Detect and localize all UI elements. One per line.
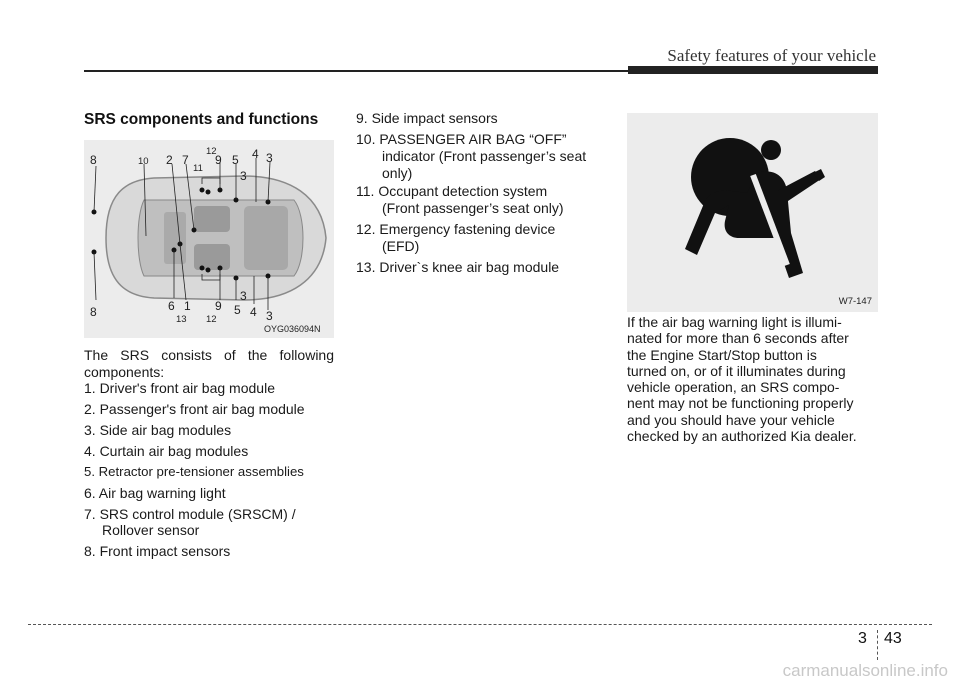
callout-3-top-right: 3 [266, 151, 273, 165]
page-number: 43 [884, 630, 902, 647]
callout-12-top: 12 [206, 146, 217, 157]
callout-1: 1 [184, 299, 191, 313]
list-item: 13. Driver`s knee air bag module [356, 259, 560, 275]
callout-8-bottom: 8 [90, 305, 97, 319]
list-item: 11. Occupant detection system (Front passenger’s seat only) [356, 183, 564, 216]
callout-11: 11 [193, 163, 203, 174]
callout-3-top-inner: 3 [240, 169, 247, 183]
list-item: 10. PASSENGER AIR BAG “OFF” indicator (Front passenger’s seat only) [356, 131, 587, 181]
list-item: 3. Side air bag modules [84, 422, 232, 438]
callout-4-top: 4 [252, 147, 259, 161]
car-top-view-illustration [84, 140, 334, 338]
list-item: 12. Emergency fastening device (EFD) [356, 221, 556, 254]
callout-3-bottom-inner: 3 [240, 289, 247, 303]
callout-5-bottom: 5 [234, 303, 241, 317]
list-item: 7. SRS control module (SRSCM) / Rollover sensor [84, 506, 296, 538]
list-item: 5. Retractor pre-tensioner assemblies [84, 464, 304, 479]
warning-line: the Engine Start/Stop button is [627, 346, 817, 363]
callout-4-bottom: 4 [250, 305, 257, 319]
callout-12-bottom: 12 [206, 314, 217, 325]
list-item: 9. Side impact sensors [356, 110, 498, 126]
callout-8-top: 8 [90, 153, 97, 167]
warning-line: If the air bag warning light is illumi- [627, 314, 842, 330]
warning-line: nent may not be functioning properly [627, 395, 854, 412]
list-item: 4. Curtain air bag modules [84, 443, 249, 459]
list-item: 2. Passenger's front air bag module [84, 401, 305, 417]
figure2-code: W7-147 [838, 296, 872, 307]
list-item: 8. Front impact sensors [84, 543, 231, 559]
intro-paragraph [84, 347, 334, 381]
callout-5-top: 5 [232, 153, 239, 167]
header-bar [628, 66, 878, 74]
page-separator [877, 630, 878, 660]
list-item: 6. Air bag warning light [84, 485, 226, 501]
warning-line: checked by an authorized Kia dealer. [627, 428, 857, 445]
airbag-warning-light-icon [627, 113, 878, 312]
callout-3-bottom-right: 3 [266, 309, 273, 323]
warning-line: turned on, or of it illuminates during [627, 362, 846, 379]
callout-2: 2 [166, 153, 173, 167]
callout-10: 10 [138, 156, 149, 167]
footer-rule [28, 624, 932, 625]
page-chapter: 3 [858, 630, 867, 647]
header-title: Safety features of your vehicle [667, 46, 876, 65]
figure1-code: OYG036094N [264, 324, 321, 334]
callout-7: 7 [182, 153, 189, 167]
section-heading: SRS components and functions [84, 111, 319, 128]
callout-13: 13 [176, 314, 187, 325]
callout-6: 6 [168, 299, 175, 313]
warning-line: nated for more than 6 seconds after [627, 330, 849, 347]
warning-paragraph [627, 314, 878, 444]
watermark: carmanualsonline.info [782, 661, 948, 680]
intro-text: The SRS consists of the following components: [84, 347, 334, 380]
srs-component-diagram [84, 140, 334, 338]
callout-9-bottom: 9 [215, 299, 222, 313]
warning-line: vehicle operation, an SRS compo- [627, 379, 840, 396]
header-rule [84, 70, 628, 72]
callout-9-top: 9 [215, 153, 222, 167]
warning-line: and you should have your vehicle [627, 411, 835, 428]
airbag-warning-figure [627, 113, 878, 312]
list-item: 1. Driver's front air bag module [84, 380, 275, 396]
